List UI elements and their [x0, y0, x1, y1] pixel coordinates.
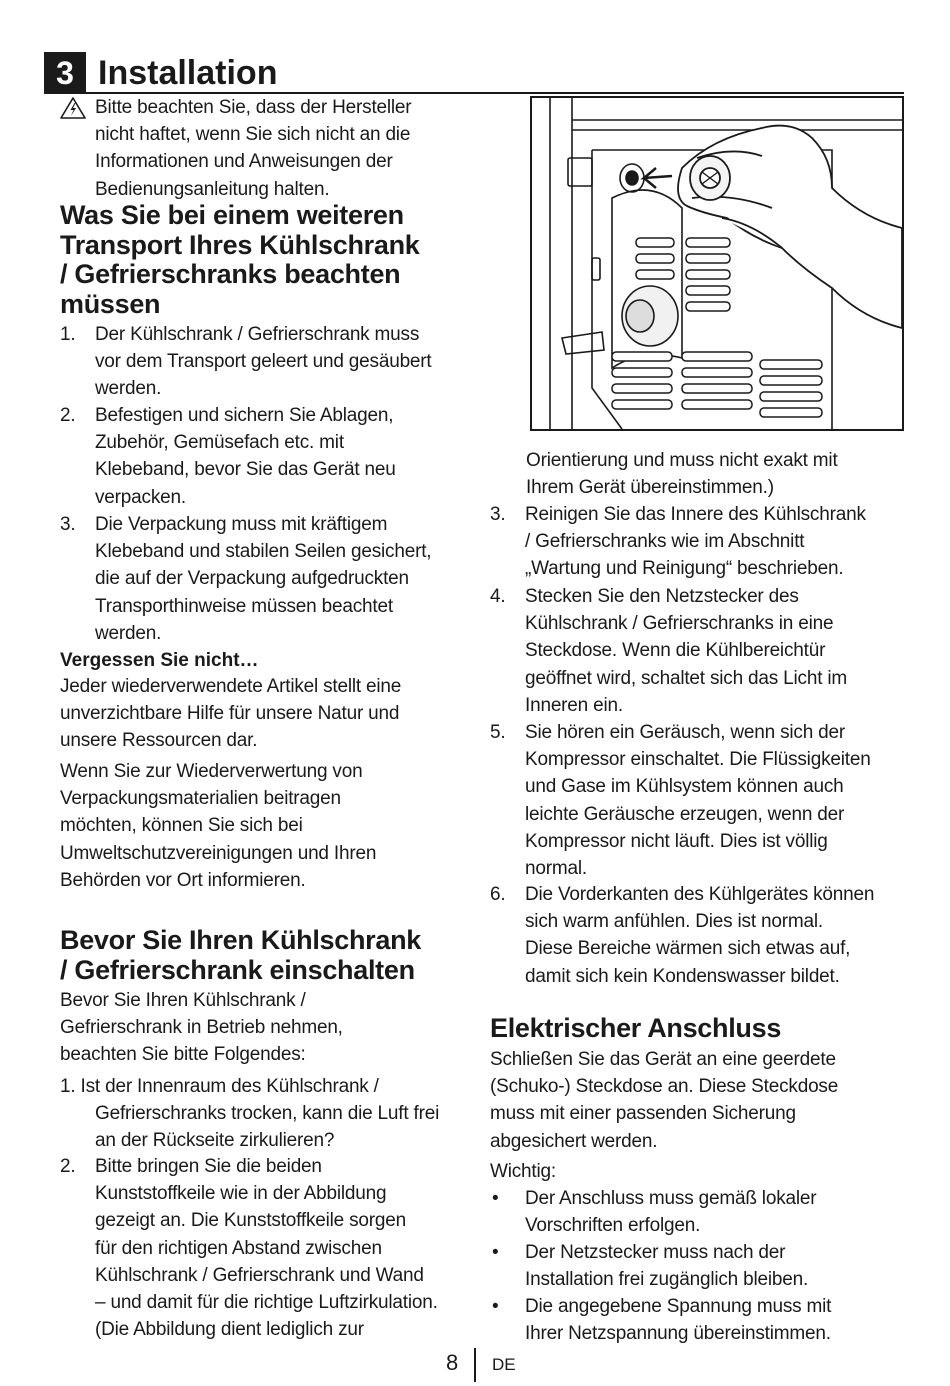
- warning-text: Bitte beachten Sie, dass der Hersteller nicht haftet, wenn Sie sich nicht an die Informationen und Anweisungen der Bedienungsanleitung halten.: [95, 97, 412, 200]
- before-intro: Bevor Sie Ihren Kühlschrank / Gefrierschrank in Betrieb nehmen, beachten Sie bitte Folgendes:: [60, 990, 343, 1066]
- before-heading: Bevor Sie Ihren Kühlschrank / Gefrierschrank einschalten: [60, 925, 422, 985]
- chapter-title: Installation: [98, 54, 278, 92]
- electrical-heading: Elektrischer Anschluss: [490, 1013, 782, 1043]
- language-code: DE: [492, 1355, 516, 1374]
- dont-forget-subheading: Vergessen Sie nicht…: [60, 650, 259, 671]
- chapter-header: [44, 52, 904, 94]
- wedge-illustration: [530, 96, 904, 431]
- figure-note-continuation: Orientierung und muss nicht exakt mit Ihrem Gerät übereinstimmen.): [526, 450, 838, 499]
- electrical-paragraph: Schließen Sie das Gerät an eine geerdete (Schuko-) Steckdose an. Diese Steckdose muss mit einer passenden Sicherung abgesichert werden.: [490, 1049, 839, 1152]
- footer-divider: [474, 1348, 476, 1382]
- chapter-number: 3: [44, 52, 86, 94]
- page-number: 8: [446, 1350, 459, 1375]
- wedge-drawing: [532, 98, 902, 429]
- recycling-paragraph-1: Jeder wiederverwendete Artikel stellt eine unverzichtbare Hilfe für unsere Natur und unsere Ressourcen dar.: [60, 676, 402, 752]
- important-label: Wichtig:: [490, 1161, 556, 1182]
- transport-heading: Was Sie bei einem weiteren Transport Ihres Kühlschrank / Gefrierschranks beachten müssen: [60, 200, 420, 319]
- before-item-1: 1. Ist der Innenraum des Kühlschrank / Gefrierschranks trocken, kann die Luft frei an der Rückseite zirkulieren?: [60, 1076, 440, 1152]
- warning-icon: [60, 97, 86, 119]
- recycling-paragraph-2: Wenn Sie zur Wiederverwertung von Verpackungsmaterialien beitragen möchten, können Sie sich bei Umweltschutzvereinigungen und Ihren Behörden vor Ort informieren.: [60, 761, 377, 891]
